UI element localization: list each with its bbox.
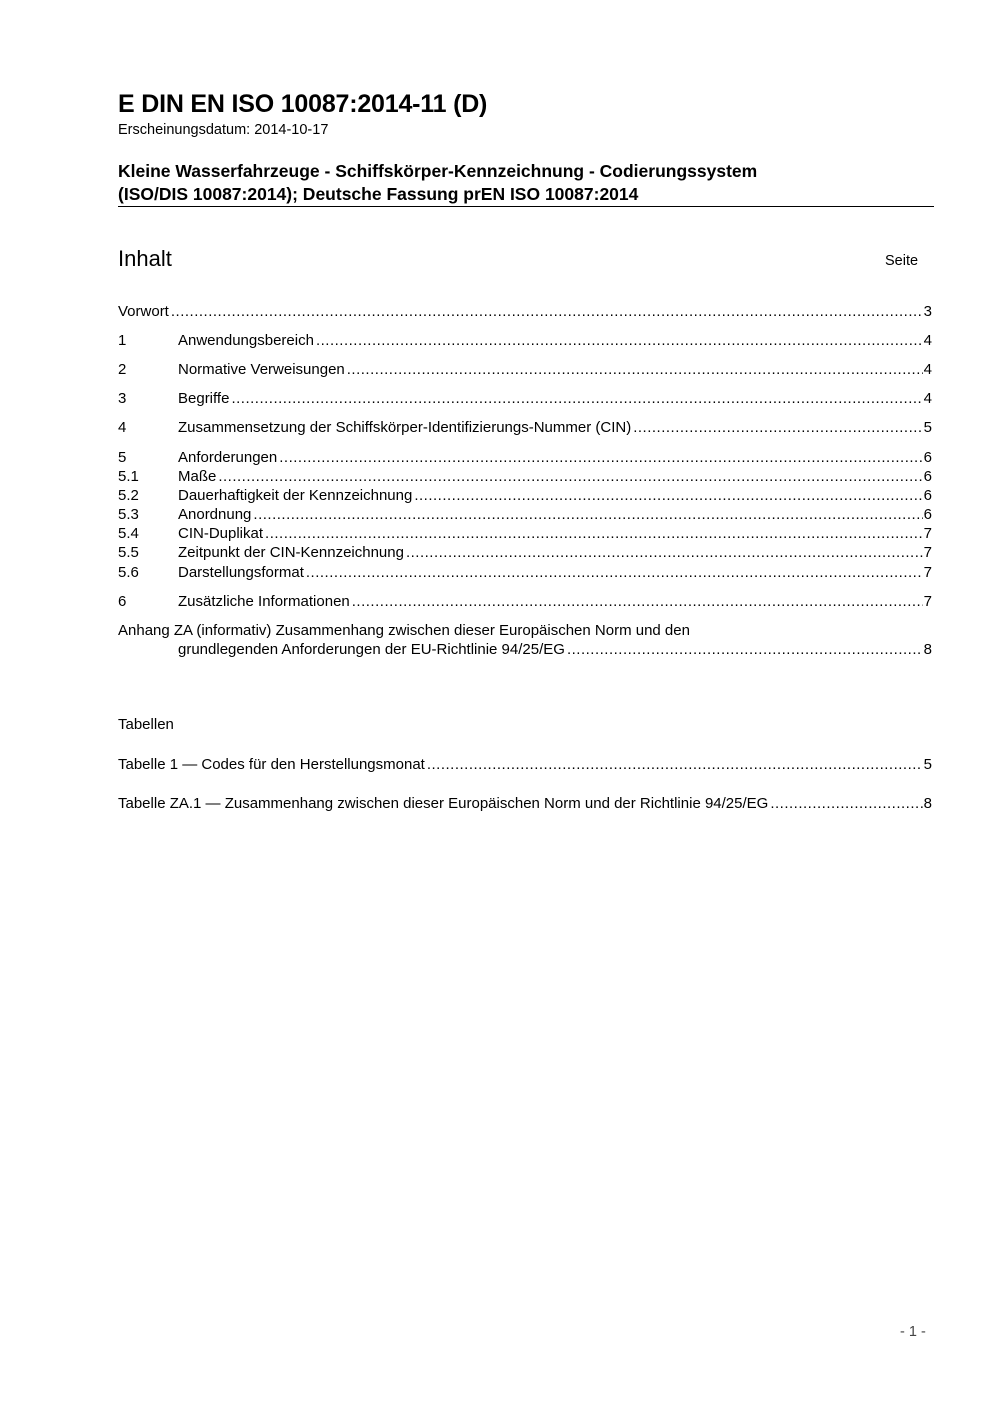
table-entry-1[interactable] [118,755,932,774]
toc-entry-5-5[interactable] [118,543,932,562]
toc-entry-title: Anordnung [178,506,252,523]
toc-entry-number: 2 [118,361,127,378]
toc-entry-title: Darstellungsformat [178,564,304,581]
toc-entry-number: 5.6 [118,564,139,581]
table-entry-title: Tabelle 1 — Codes für den Herstellungsmonat [118,756,425,773]
toc-entry-title: Dauerhaftigkeit der Kennzeichnung [178,487,413,504]
toc-entry-title: Begriffe [178,390,230,407]
toc-entry-page: 8 [923,641,932,658]
toc-leader-dots [306,563,923,582]
toc-entry-page: 5 [923,419,932,436]
toc-entry-number: 5.1 [118,468,139,485]
toc-entry-number: 4 [118,419,127,436]
toc-heading: Inhalt [118,246,172,271]
toc-entry-title: Maße [178,468,217,485]
toc-leader-dots [347,360,923,379]
toc-entry-page: 6 [923,506,932,523]
document-title [118,160,938,206]
toc-leader-dots [316,331,923,350]
toc-leader-dots [253,505,922,524]
toc-leader-dots [171,302,923,321]
title-divider [118,206,934,207]
toc-leader-dots [567,640,923,659]
toc-entry-5-3[interactable] [118,505,932,524]
toc-entry-5-2[interactable] [118,486,932,505]
toc-entry-4[interactable] [118,418,932,437]
toc-entry-vorwort[interactable] [118,302,932,321]
toc-entry-1[interactable] [118,331,932,350]
toc-entry-number: 3 [118,390,127,407]
document-title-line-1: Kleine Wasserfahrzeuge - Schiffskörper-Kennzeichnung - Codierungssystem [118,161,758,181]
toc-leader-dots [406,543,923,562]
toc-entry-title: Zusammensetzung der Schiffskörper-Identifizierungs-Nummer (CIN) [178,419,632,436]
toc-entry-page: 3 [923,303,932,320]
toc-entry-number: 5.5 [118,544,139,561]
toc-entry-title: Anforderungen [178,449,278,466]
toc-leader-dots [427,755,923,774]
toc-entry-annex-za-line-1[interactable]: Anhang ZA (informativ) Zusammenhang zwischen dieser Europäischen Norm und den [118,622,690,639]
toc-entry-number: 5 [118,449,127,466]
toc-entry-title: Vorwort [118,303,169,320]
toc-entry-5-4[interactable] [118,524,932,543]
toc-entry-page: 7 [923,593,932,610]
toc-entry-title: Zusätzliche Informationen [178,593,350,610]
toc-entry-page: 6 [923,449,932,466]
toc-entry-page: 4 [923,390,932,407]
tables-heading: Tabellen [118,716,174,733]
publication-date: Erscheinungsdatum: 2014-10-17 [118,122,329,138]
toc-entry-5-1[interactable] [118,467,932,486]
toc-leader-dots [352,592,923,611]
toc-leader-dots [265,524,923,543]
toc-entry-page: 7 [923,544,932,561]
toc-entry-number: 5.2 [118,487,139,504]
toc-leader-dots [218,467,922,486]
toc-leader-dots [770,794,922,813]
toc-entry-2[interactable] [118,360,932,379]
toc-entry-title: Normative Verweisungen [178,361,345,378]
toc-entry-title: CIN-Duplikat [178,525,264,542]
toc-leader-dots [231,389,922,408]
toc-entry-3[interactable] [118,389,932,408]
toc-entry-page: 7 [923,564,932,581]
toc-entry-5[interactable] [118,448,932,467]
toc-leader-dots [279,448,922,467]
document-id: E DIN EN ISO 10087:2014-11 (D) [118,90,488,118]
toc-leader-dots [414,486,922,505]
toc-entry-number: 6 [118,593,127,610]
toc-entry-5-6[interactable] [118,563,932,582]
toc-entry-page: 4 [923,332,932,349]
page-number: - 1 - [900,1324,926,1340]
table-entry-title: Tabelle ZA.1 — Zusammenhang zwischen dieser Europäischen Norm und der Richtlinie 94/25/EG [118,795,769,812]
toc-page-column-label: Seite [885,253,919,269]
toc-entry-page: 6 [923,468,932,485]
table-entry-page: 5 [923,756,932,773]
toc-entry-page: 6 [923,487,932,504]
toc-entry-title: Zeitpunkt der CIN-Kennzeichnung [178,544,404,561]
toc-entry-page: 7 [923,525,932,542]
document-title-line-2: (ISO/DIS 10087:2014); Deutsche Fassung prEN ISO 10087:2014 [118,184,639,204]
toc-entry-title: grundlegenden Anforderungen der EU-Richtlinie 94/25/EG [178,641,565,658]
toc-entry-title: Anwendungsbereich [178,332,314,349]
toc-entry-number: 5.4 [118,525,139,542]
toc-entry-page: 4 [923,361,932,378]
toc-entry-6[interactable] [118,592,932,611]
table-entry-page: 8 [923,795,932,812]
toc-entry-number: 5.3 [118,506,139,523]
toc-leader-dots [633,418,922,437]
table-entry-za-1[interactable] [118,794,932,813]
toc-entry-number: 1 [118,332,127,349]
toc-entry-annex-za[interactable] [118,640,932,659]
